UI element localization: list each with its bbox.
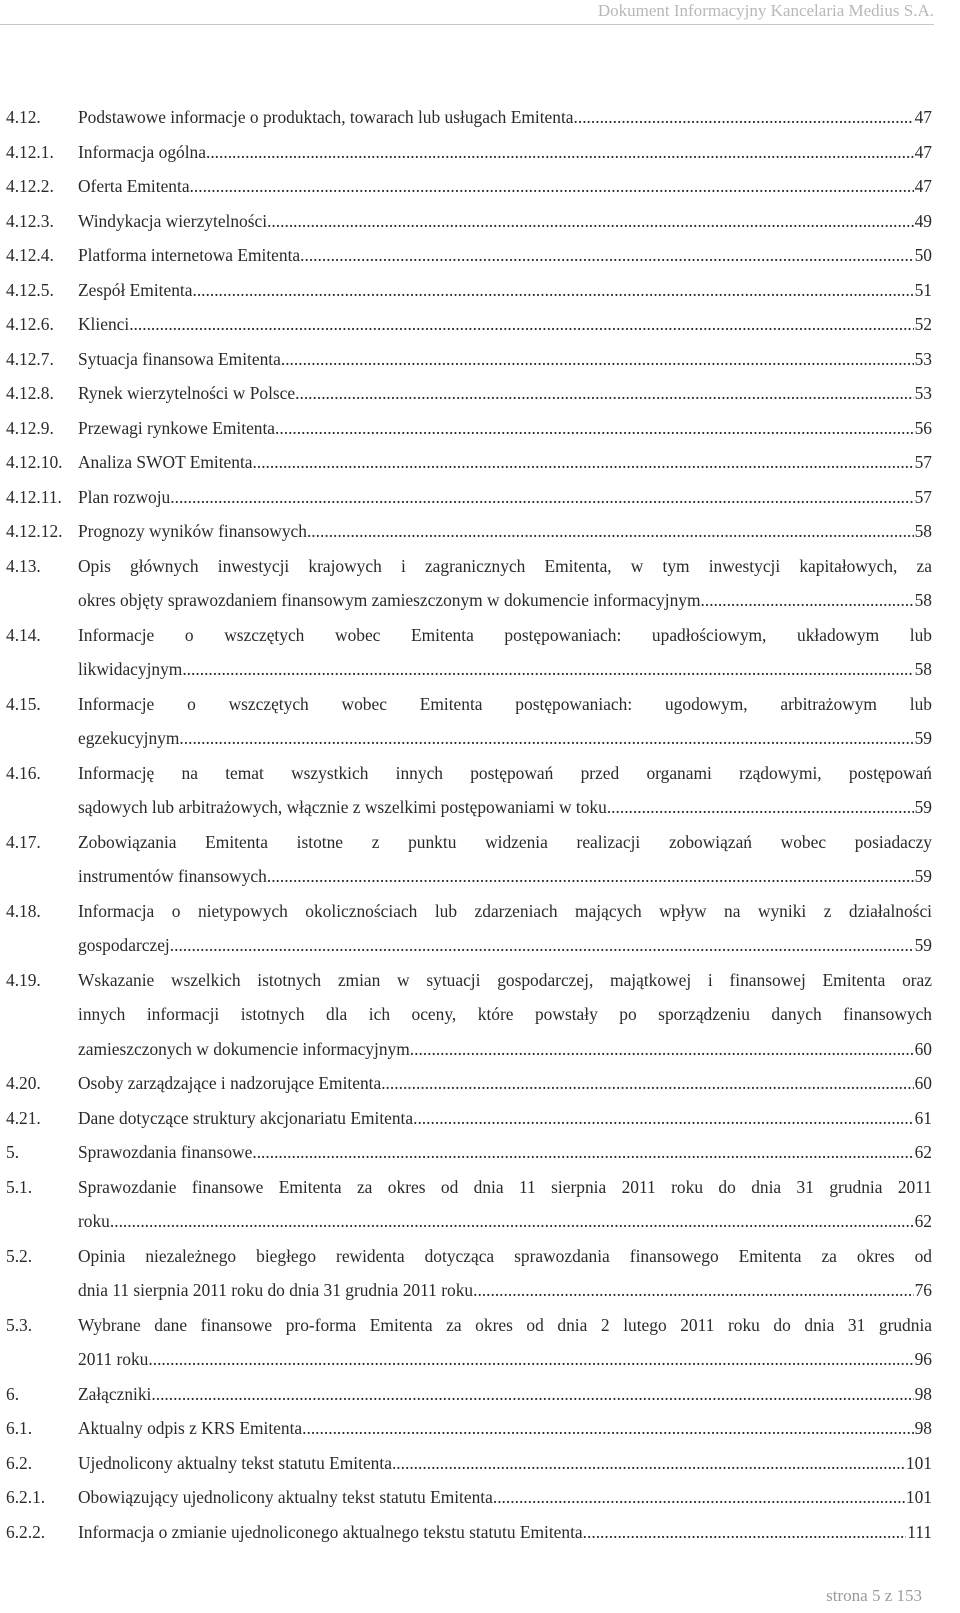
toc-page-number: 53 bbox=[914, 383, 932, 403]
toc-entry-last-line bbox=[78, 307, 932, 342]
toc-entry-number: 5.1. bbox=[6, 1176, 33, 1197]
toc-entry[interactable] bbox=[6, 169, 932, 204]
toc-entry-last-line bbox=[78, 1480, 932, 1515]
toc-entry-number: 4.17. bbox=[6, 831, 41, 852]
toc-entry-line: Wybrane dane finansowe pro-forma Emitenta za okres od dnia 2 lutego 2011 roku do dnia 31 grudnia bbox=[78, 1314, 932, 1335]
toc-dot-leader bbox=[110, 1204, 914, 1239]
toc-entry-number: 4.16. bbox=[6, 762, 41, 783]
toc-entry-body bbox=[78, 238, 932, 273]
toc-entry[interactable] bbox=[6, 687, 932, 756]
toc-entry-number: 4.20. bbox=[6, 1073, 41, 1093]
toc-page-number: 50 bbox=[914, 245, 932, 265]
toc-entry-title: Sprawozdania finansowe bbox=[78, 1142, 253, 1162]
toc-dot-leader bbox=[493, 1480, 905, 1515]
toc-entry[interactable] bbox=[6, 1411, 932, 1446]
toc-entry-number: 6.2.1. bbox=[6, 1487, 46, 1507]
toc-entry-body bbox=[78, 618, 932, 687]
toc-entry-line: Informacje o wszczętych wobec Emitenta postępowaniach: ugodowym, arbitrażowym lub bbox=[78, 693, 932, 714]
toc-entry-last-line bbox=[78, 790, 932, 825]
document-header: Dokument Informacyjny Kancelaria Medius S.A. bbox=[597, 1, 934, 20]
toc-entry-title: Rynek wierzytelności w Polsce bbox=[78, 383, 296, 403]
toc-entry-last-line bbox=[78, 1515, 932, 1550]
toc-entry-line: Zobowiązania Emitenta istotne z punktu widzenia realizacji zobowiązań wobec posiadaczy bbox=[78, 831, 932, 852]
toc-entry-last-line bbox=[78, 1135, 932, 1170]
toc-entry-body bbox=[78, 514, 932, 549]
toc-entry-body bbox=[78, 1446, 932, 1481]
toc-entry[interactable] bbox=[6, 549, 932, 618]
toc-entry-body bbox=[78, 1101, 932, 1136]
toc-dot-leader bbox=[252, 1135, 913, 1170]
toc-dot-leader bbox=[190, 169, 914, 204]
toc-dot-leader bbox=[179, 721, 913, 756]
toc-entry-body bbox=[78, 100, 932, 135]
toc-entry-number: 4.21. bbox=[6, 1107, 41, 1128]
toc-entry-body bbox=[78, 1135, 932, 1170]
toc-entry-line: Sprawozdanie finansowe Emitenta za okres od dnia 11 sierpnia 2011 roku do dnia 31 grudnia 2011 bbox=[78, 1176, 932, 1197]
toc-entry-title: Podstawowe informacje o produktach, towarach lub usługach Emitenta bbox=[78, 107, 574, 127]
toc-entry-last-line bbox=[78, 238, 932, 273]
toc-entry[interactable] bbox=[6, 1515, 932, 1550]
toc-entry-title: gospodarczej bbox=[78, 935, 170, 955]
toc-entry-title: Przewagi rynkowe Emitenta bbox=[78, 417, 276, 438]
toc-entry-last-line bbox=[78, 652, 932, 687]
toc-page-number: 60 bbox=[914, 1073, 932, 1093]
toc-page-number: 52 bbox=[914, 314, 932, 334]
toc-dot-leader bbox=[267, 204, 914, 239]
toc-entry-number: 4.12.1. bbox=[6, 141, 54, 162]
toc-entry-body bbox=[78, 756, 932, 825]
toc-entry[interactable] bbox=[6, 1480, 932, 1515]
toc-entry-last-line bbox=[78, 928, 932, 963]
toc-entry-body bbox=[78, 1239, 932, 1308]
toc-entry-last-line bbox=[78, 376, 932, 411]
toc-dot-leader bbox=[413, 1101, 914, 1136]
table-of-contents bbox=[6, 100, 932, 1549]
toc-dot-leader bbox=[192, 273, 913, 308]
toc-entry-last-line bbox=[78, 204, 932, 239]
toc-entry-number: 6.2. bbox=[6, 1452, 33, 1473]
toc-entry-number: 4.12. bbox=[6, 107, 41, 127]
toc-entry-title: roku bbox=[78, 1211, 110, 1231]
toc-entry-body bbox=[78, 549, 932, 618]
toc-dot-leader bbox=[473, 1273, 914, 1308]
toc-entry-number: 4.12.4. bbox=[6, 245, 54, 265]
toc-entry-body bbox=[78, 963, 932, 1067]
toc-entry[interactable] bbox=[6, 307, 932, 342]
toc-page-number: 47 bbox=[914, 107, 932, 127]
toc-entry-last-line bbox=[78, 1273, 932, 1308]
toc-dot-leader bbox=[307, 514, 914, 549]
toc-entry-title: likwidacyjnym bbox=[78, 659, 183, 679]
header-divider bbox=[0, 24, 934, 25]
toc-entry-last-line bbox=[78, 411, 932, 446]
toc-entry-title: Platforma internetowa Emitenta bbox=[78, 245, 301, 265]
toc-entry-title: Sytuacja finansowa Emitenta bbox=[78, 348, 281, 369]
toc-entry-title: zamieszczonych w dokumencie informacyjnym bbox=[78, 1038, 410, 1059]
toc-page-number: 49 bbox=[914, 210, 932, 231]
toc-entry-body bbox=[78, 411, 932, 446]
toc-entry-number: 5. bbox=[6, 1142, 20, 1162]
toc-entry-title: Zespół Emitenta bbox=[78, 279, 193, 300]
toc-page-number: 57 bbox=[914, 452, 932, 472]
toc-entry-number: 5.2. bbox=[6, 1245, 33, 1266]
toc-entry-last-line bbox=[78, 1411, 932, 1446]
toc-entry-line: innych informacji istotnych dla ich oceny, które powstały po sporządzeniu danych finansowych bbox=[78, 1004, 932, 1024]
toc-entry-line: Opis głównych inwestycji krajowych i zagranicznych Emitenta, w tym inwestycji kapitałowych, za bbox=[78, 555, 932, 576]
toc-entry-title: 2011 roku bbox=[78, 1349, 149, 1369]
toc-entry-last-line bbox=[78, 342, 932, 377]
toc-entry-body bbox=[78, 169, 932, 204]
toc-entry-number: 6.2.2. bbox=[6, 1521, 46, 1542]
toc-page-number: 56 bbox=[914, 417, 932, 438]
toc-entry-body bbox=[78, 376, 932, 411]
toc-entry-line: Informacje o wszczętych wobec Emitenta postępowaniach: upadłościowym, układowym lub bbox=[78, 624, 932, 645]
toc-entry[interactable] bbox=[6, 825, 932, 894]
toc-entry-last-line bbox=[78, 859, 932, 894]
toc-entry-body bbox=[78, 1411, 932, 1446]
toc-entry[interactable] bbox=[6, 1135, 932, 1170]
toc-entry-line: Wskazanie wszelkich istotnych zmian w sytuacji gospodarczej, majątkowej i finansowej Emitenta oraz bbox=[78, 969, 932, 990]
toc-entry-last-line bbox=[78, 1066, 932, 1101]
toc-dot-leader bbox=[410, 1032, 914, 1067]
toc-dot-leader bbox=[267, 859, 914, 894]
toc-dot-leader bbox=[170, 928, 914, 963]
toc-entry-number: 4.18. bbox=[6, 900, 41, 921]
toc-entry-line: Informacja o nietypowych okolicznościach lub zdarzeniach mających wpływ na wyniki z działalności bbox=[78, 900, 932, 921]
toc-entry-title: Dane dotyczące struktury akcjonariatu Emitenta bbox=[78, 1107, 414, 1128]
toc-entry-last-line bbox=[78, 583, 932, 618]
toc-entry[interactable] bbox=[6, 376, 932, 411]
toc-entry-title: Załączniki bbox=[78, 1383, 152, 1404]
toc-entry-last-line bbox=[78, 100, 932, 135]
toc-entry-body bbox=[78, 825, 932, 894]
toc-entry-last-line bbox=[78, 1204, 932, 1239]
toc-entry[interactable] bbox=[6, 1377, 932, 1412]
toc-dot-leader bbox=[574, 100, 914, 135]
toc-entry-title: Osoby zarządzające i nadzorujące Emitenta bbox=[78, 1073, 382, 1093]
toc-entry-body bbox=[78, 1066, 932, 1101]
toc-entry-number: 4.14. bbox=[6, 624, 41, 645]
toc-page-number: 59 bbox=[914, 935, 932, 955]
toc-entry-number: 4.12.6. bbox=[6, 314, 54, 334]
toc-page-number: 47 bbox=[914, 141, 932, 162]
toc-entry-last-line bbox=[78, 1101, 932, 1136]
toc-entry-body bbox=[78, 894, 932, 963]
toc-dot-leader bbox=[206, 135, 914, 170]
toc-page-number: 98 bbox=[914, 1418, 932, 1438]
toc-page-number: 101 bbox=[905, 1452, 932, 1473]
toc-entry-body bbox=[78, 1515, 932, 1550]
toc-page-number: 58 bbox=[914, 521, 932, 541]
toc-entry[interactable] bbox=[6, 411, 932, 446]
toc-entry-last-line bbox=[78, 480, 932, 515]
toc-entry-number: 4.12.7. bbox=[6, 348, 54, 369]
toc-entry[interactable] bbox=[6, 1239, 932, 1308]
toc-dot-leader bbox=[148, 1342, 913, 1377]
toc-entry-number: 4.12.3. bbox=[6, 210, 54, 231]
toc-entry-title: Obowiązujący ujednolicony aktualny tekst statutu Emitenta bbox=[78, 1487, 493, 1507]
toc-dot-leader bbox=[151, 1377, 913, 1412]
toc-entry-last-line bbox=[78, 1446, 932, 1481]
toc-entry[interactable] bbox=[6, 514, 932, 549]
toc-entry-title: Ujednolicony aktualny tekst statutu Emitenta bbox=[78, 1452, 392, 1473]
toc-entry-number: 4.12.8. bbox=[6, 383, 54, 403]
toc-entry-last-line bbox=[78, 273, 932, 308]
toc-entry-number: 6.1. bbox=[6, 1418, 33, 1438]
toc-entry-body bbox=[78, 135, 932, 170]
page-number: strona 5 z 153 bbox=[826, 1586, 922, 1605]
toc-entry[interactable] bbox=[6, 342, 932, 377]
toc-dot-leader bbox=[170, 480, 913, 515]
toc-entry-last-line bbox=[78, 1342, 932, 1377]
toc-entry[interactable] bbox=[6, 1446, 932, 1481]
toc-entry-number: 4.15. bbox=[6, 693, 41, 714]
toc-page-number: 76 bbox=[914, 1280, 932, 1300]
toc-entry-last-line bbox=[78, 169, 932, 204]
toc-entry[interactable] bbox=[6, 963, 932, 1067]
toc-page-number: 51 bbox=[914, 279, 932, 300]
toc-entry-last-line bbox=[78, 1377, 932, 1412]
toc-entry-title: sądowych lub arbitrażowych, włącznie z wszelkimi postępowaniami w toku bbox=[78, 797, 607, 817]
toc-dot-leader bbox=[583, 1515, 907, 1550]
toc-entry[interactable] bbox=[6, 273, 932, 308]
toc-page-number: 59 bbox=[914, 866, 932, 886]
toc-entry[interactable] bbox=[6, 1308, 932, 1377]
toc-entry-number: 4.12.5. bbox=[6, 279, 54, 300]
toc-page-number: 62 bbox=[914, 1211, 932, 1231]
toc-page-number: 61 bbox=[914, 1107, 932, 1128]
toc-entry-title: Prognozy wyników finansowych bbox=[78, 521, 307, 541]
toc-entry-number: 4.12.10. bbox=[6, 452, 63, 472]
toc-entry-title: okres objęty sprawozdaniem finansowym zamieszczonym w dokumencie informacyjnym bbox=[78, 590, 701, 610]
toc-entry-number: 4.13. bbox=[6, 555, 41, 576]
toc-page-number: 58 bbox=[914, 659, 932, 679]
toc-entry-body bbox=[78, 1308, 932, 1377]
toc-entry-title: Informacja o zmianie ujednoliconego aktualnego tekstu statutu Emitenta bbox=[78, 1521, 583, 1542]
toc-entry-body bbox=[78, 480, 932, 515]
toc-entry-title: dnia 11 sierpnia 2011 roku do dnia 31 grudnia 2011 roku bbox=[78, 1280, 474, 1300]
toc-entry-number: 6. bbox=[6, 1383, 20, 1404]
toc-entry[interactable] bbox=[6, 100, 932, 135]
toc-entry[interactable] bbox=[6, 135, 932, 170]
toc-page-number: 57 bbox=[914, 486, 932, 507]
toc-entry-body bbox=[78, 204, 932, 239]
toc-entry[interactable] bbox=[6, 1170, 932, 1239]
toc-dot-leader bbox=[607, 790, 914, 825]
toc-entry-title: Windykacja wierzytelności bbox=[78, 210, 268, 231]
toc-dot-leader bbox=[182, 652, 913, 687]
toc-page-number: 101 bbox=[905, 1487, 932, 1507]
toc-entry-last-line bbox=[78, 1032, 932, 1067]
toc-entry[interactable] bbox=[6, 1101, 932, 1136]
toc-entry[interactable] bbox=[6, 756, 932, 825]
toc-page-number: 59 bbox=[914, 797, 932, 817]
toc-entry-number: 4.12.9. bbox=[6, 417, 54, 438]
toc-page-number: 111 bbox=[907, 1521, 932, 1542]
toc-entry-body bbox=[78, 1377, 932, 1412]
toc-entry-number: 4.12.2. bbox=[6, 176, 54, 196]
toc-entry-body bbox=[78, 307, 932, 342]
toc-dot-leader bbox=[295, 376, 913, 411]
toc-entry-title: Oferta Emitenta bbox=[78, 176, 190, 196]
toc-entry[interactable] bbox=[6, 1066, 932, 1101]
toc-entry-title: Analiza SWOT Emitenta bbox=[78, 452, 253, 472]
toc-entry-number: 5.3. bbox=[6, 1314, 33, 1335]
toc-page-number: 96 bbox=[914, 1349, 932, 1369]
toc-page-number: 58 bbox=[914, 590, 932, 610]
toc-dot-leader bbox=[381, 1066, 913, 1101]
toc-entry[interactable] bbox=[6, 445, 932, 480]
toc-dot-leader bbox=[129, 307, 913, 342]
toc-entry[interactable] bbox=[6, 480, 932, 515]
toc-dot-leader bbox=[392, 1446, 905, 1481]
toc-dot-leader bbox=[275, 411, 914, 446]
toc-page-number: 59 bbox=[914, 728, 932, 748]
toc-entry-title: Plan rozwoju bbox=[78, 486, 171, 507]
toc-entry-body bbox=[78, 1170, 932, 1239]
toc-page-number: 60 bbox=[914, 1038, 932, 1059]
toc-entry-body bbox=[78, 687, 932, 756]
toc-dot-leader bbox=[253, 445, 914, 480]
toc-entry-last-line bbox=[78, 445, 932, 480]
toc-entry-number: 4.12.12. bbox=[6, 521, 63, 541]
toc-entry[interactable] bbox=[6, 618, 932, 687]
toc-entry[interactable] bbox=[6, 204, 932, 239]
toc-entry-line: Opinia niezależnego biegłego rewidenta dotycząca sprawozdania finansowego Emitenta za okres od bbox=[78, 1245, 932, 1266]
toc-entry-body bbox=[78, 342, 932, 377]
toc-dot-leader bbox=[701, 583, 914, 618]
toc-page-number: 62 bbox=[914, 1142, 932, 1162]
toc-entry-title: Klienci bbox=[78, 314, 130, 334]
toc-page-number: 53 bbox=[914, 348, 932, 369]
toc-page-number: 98 bbox=[914, 1383, 932, 1404]
toc-entry[interactable] bbox=[6, 894, 932, 963]
toc-entry-last-line bbox=[78, 135, 932, 170]
toc-entry-last-line bbox=[78, 514, 932, 549]
toc-entry-last-line bbox=[78, 721, 932, 756]
toc-entry-body bbox=[78, 1480, 932, 1515]
toc-entry-title: Aktualny odpis z KRS Emitenta bbox=[78, 1418, 303, 1438]
toc-entry-number: 4.19. bbox=[6, 969, 41, 990]
toc-entry-title: Informacja ogólna bbox=[78, 141, 206, 162]
toc-entry-title: egzekucyjnym bbox=[78, 728, 180, 748]
toc-entry-number: 4.12.11. bbox=[6, 486, 62, 507]
toc-dot-leader bbox=[300, 238, 913, 273]
toc-entry-body bbox=[78, 273, 932, 308]
toc-dot-leader bbox=[281, 342, 914, 377]
toc-page-number: 47 bbox=[914, 176, 932, 196]
toc-entry-line: Informację na temat wszystkich innych postępowań przed organami rządowymi, postępowań bbox=[78, 762, 932, 783]
toc-entry-body bbox=[78, 445, 932, 480]
toc-entry-title: instrumentów finansowych bbox=[78, 866, 267, 886]
toc-entry[interactable] bbox=[6, 238, 932, 273]
toc-dot-leader bbox=[302, 1411, 913, 1446]
